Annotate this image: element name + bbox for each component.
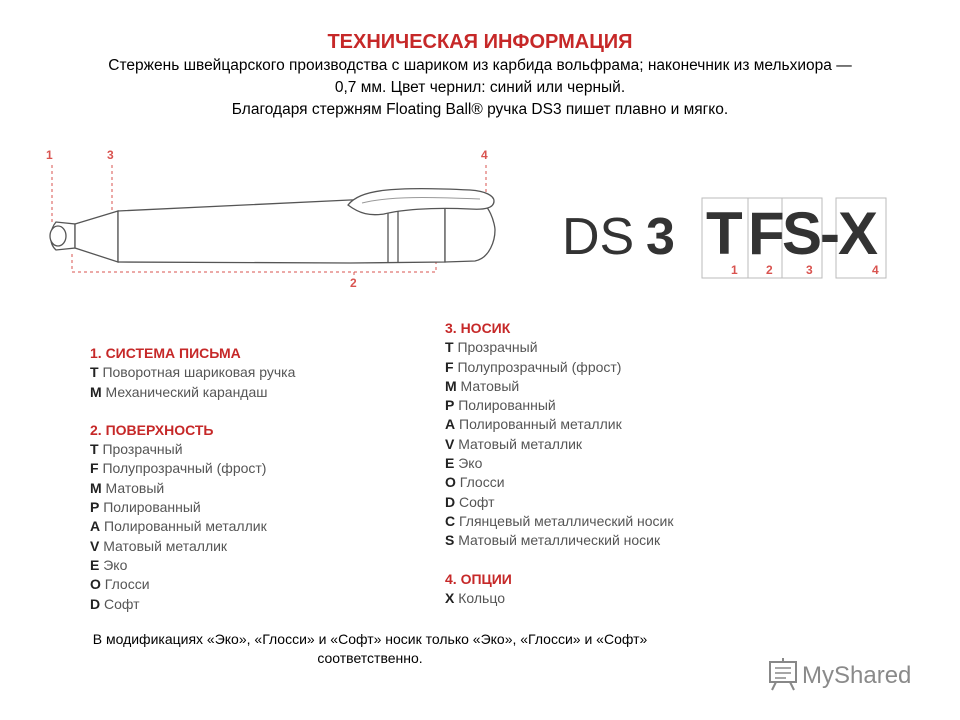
list-item (90, 363, 295, 382)
section-heading-surface: 2. ПОВЕРХНОСТЬ (90, 421, 214, 438)
item-code: T (90, 364, 99, 381)
list-item (90, 556, 295, 575)
list-item (90, 575, 295, 594)
list-item (445, 473, 674, 492)
model-code-graphic (562, 198, 886, 278)
intro-line-2: 0,7 мм. Цвет чернил: синий или черный. (334, 79, 626, 96)
pen-illustration (50, 189, 495, 263)
watermark-text: MyShared (802, 662, 912, 689)
item-label: Полированный (99, 499, 201, 516)
item-label: Глосси (100, 576, 150, 593)
item-label: Эко (454, 455, 483, 472)
right-column (445, 319, 674, 608)
callout-3: 3 (107, 148, 114, 162)
item-code: F (90, 460, 99, 477)
item-label: Матовый металлик (454, 435, 583, 452)
item-code: A (90, 518, 101, 535)
list-item (90, 595, 295, 614)
list-item (90, 517, 295, 536)
code-number-2: 2 (766, 263, 773, 277)
model-code-part-3: S (782, 200, 823, 267)
callout-1: 1 (46, 148, 53, 162)
footer-line-2: соответственно. (317, 650, 423, 666)
item-label: Прозрачный (98, 441, 183, 458)
list-item (90, 440, 295, 459)
footer-note (0, 630, 740, 668)
model-code-part-1: T (706, 200, 743, 267)
footer-line-1: В модификациях «Эко», «Глосси» и «Софт» носик только «Эко», «Глосси» и «Софт» (92, 631, 648, 647)
callout-4: 4 (481, 148, 488, 162)
model-code-digit: 3 (646, 208, 675, 266)
list-item (445, 358, 674, 377)
item-code: C (445, 512, 456, 529)
list-item (445, 377, 674, 396)
list-item (445, 589, 674, 608)
list-item (90, 383, 295, 402)
item-code: T (90, 441, 99, 458)
code-number-4: 4 (872, 263, 879, 277)
model-code-dash: - (820, 200, 840, 267)
item-label: Полупрозрачный (фрост) (453, 358, 622, 375)
list-item (90, 479, 295, 498)
item-code: P (445, 397, 455, 414)
item-code: E (90, 556, 100, 573)
item-label: Механический карандаш (101, 383, 268, 400)
item-label: Поворотная шариковая ручка (98, 364, 296, 381)
model-code-part-2: F (748, 200, 785, 267)
model-code-ds: DS (562, 208, 635, 266)
item-code: T (445, 339, 454, 356)
page-title: ТЕХНИЧЕСКАЯ ИНФОРМАЦИЯ (327, 31, 633, 53)
item-label: Прозрачный (453, 339, 538, 356)
item-label: Глянцевый металлический носик (455, 512, 674, 529)
section-heading-options: 4. ОПЦИИ (445, 570, 512, 587)
item-code: D (445, 493, 456, 510)
item-label: Глосси (455, 474, 505, 491)
model-code-part-4: X (838, 200, 879, 267)
item-label: Софт (455, 493, 495, 510)
item-label: Софт (100, 595, 140, 612)
item-code: X (445, 589, 455, 606)
list-item (90, 498, 295, 517)
item-label: Полированный металлик (455, 416, 622, 433)
list-item (445, 493, 674, 512)
list-item (445, 415, 674, 434)
list-item (445, 531, 674, 550)
list-item (90, 537, 295, 556)
item-code: M (90, 383, 102, 400)
list-item (445, 435, 674, 454)
left-column (90, 344, 295, 614)
item-label: Полированный (454, 397, 556, 414)
item-code: F (445, 358, 454, 375)
item-label: Эко (99, 556, 128, 573)
list-item (445, 396, 674, 415)
intro-line-3: Благодаря стержням Floating Ball® ручка DS3 пишет плавно и мягко. (231, 101, 729, 118)
list-item (90, 459, 295, 478)
item-label: Полированный металлик (100, 518, 267, 535)
code-number-3: 3 (806, 263, 813, 277)
item-code: V (90, 537, 100, 554)
item-label: Полупрозрачный (фрост) (98, 460, 267, 477)
presentation-icon (770, 658, 796, 690)
intro-line-1: Стержень швейцарского производства с шариком из карбида вольфрама; наконечник из мельхиора — (108, 57, 852, 74)
section-heading-tip: 3. НОСИК (445, 320, 511, 336)
item-code: A (445, 416, 456, 433)
item-label: Матовый (101, 479, 165, 496)
item-label: Кольцо (454, 589, 505, 606)
item-code: M (90, 479, 102, 496)
list-item (445, 338, 674, 357)
watermark-logo (766, 656, 926, 692)
item-code: M (445, 377, 457, 394)
code-number-1: 1 (731, 263, 738, 277)
list-item (445, 454, 674, 473)
item-code: P (90, 499, 100, 516)
item-label: Матовый металлик (99, 537, 228, 554)
list-item (445, 512, 674, 531)
item-code: E (445, 455, 455, 472)
item-code: V (445, 435, 455, 452)
item-label: Матовый металлический носик (454, 532, 661, 549)
section-heading-writing: 1. СИСТЕМА ПИСЬМА (90, 345, 241, 361)
callout-2: 2 (350, 276, 357, 290)
item-code: O (90, 576, 101, 593)
item-code: O (445, 474, 456, 491)
item-label: Матовый (456, 377, 520, 394)
item-code: S (445, 532, 455, 549)
item-code: D (90, 595, 101, 612)
